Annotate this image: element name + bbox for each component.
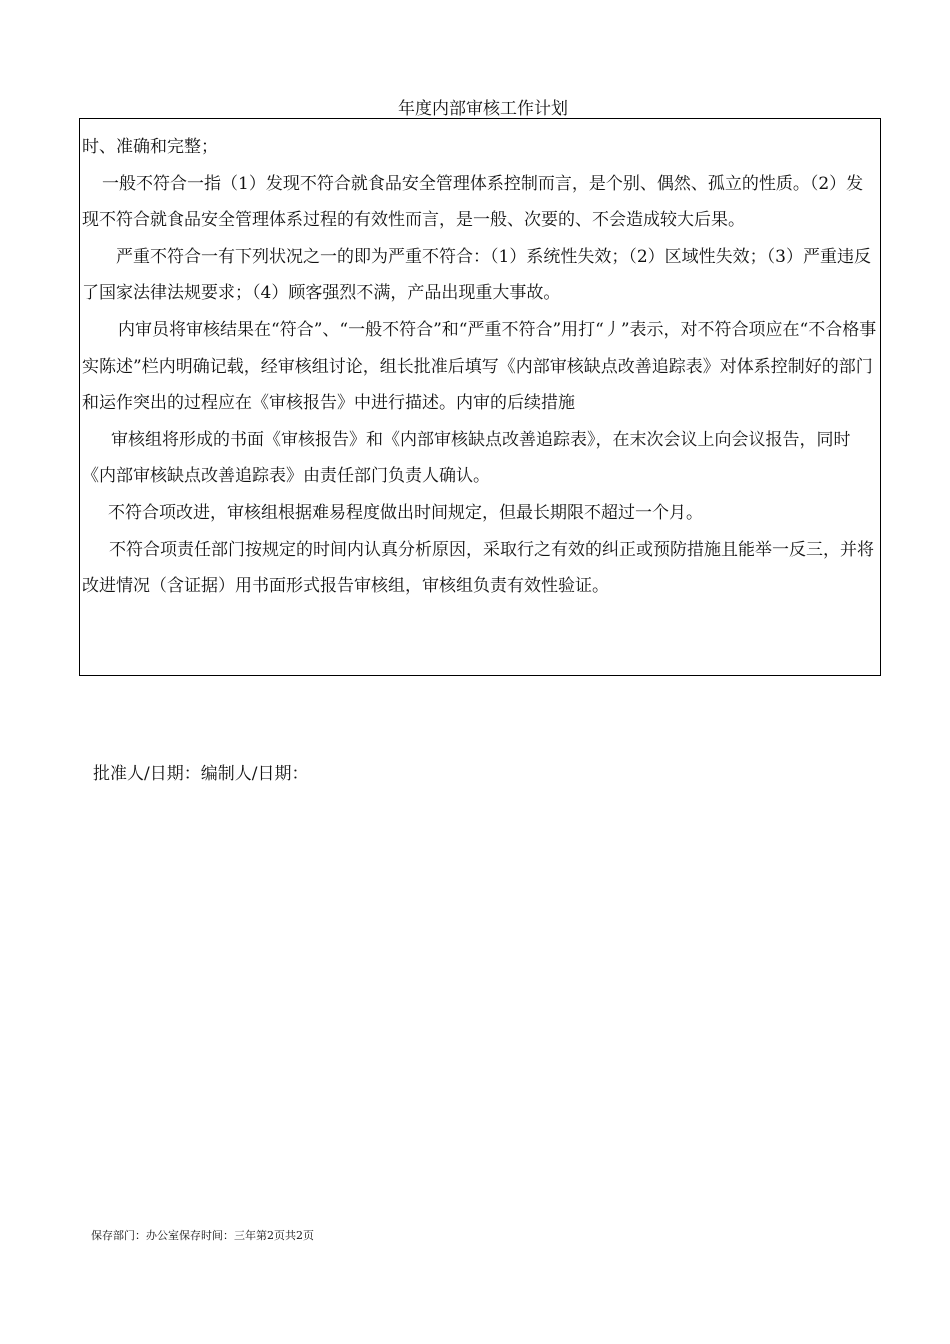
paragraph-continuation: 时、准确和完整；: [82, 137, 218, 157]
paragraph-improvement-deadline: 不符合项改进，审核组根据难易程度做出时间规定，但最长期限不超过一个月。: [108, 502, 703, 523]
paragraph-corrective-action: 不符合项责任部门按规定的时间内认真分析原因，采取行之有效的纠正或预防措施且能举一反三，并将改进情况（含证据）用书面形式报告审核组，审核组负责有效性验证。: [82, 539, 874, 597]
paragraph-minor-nonconformity: 一般不符合一指（1）发现不符合就食品安全管理体系控制而言，是个别、偶然、孤立的性质。（2）发现不符合就食品安全管理体系过程的有效性而言，是一般、次要的、不会造成较大后果。: [82, 173, 864, 231]
paragraph-audit-report: 审核组将形成的书面《审核报告》和《内部审核缺点改善追踪表》，在末次会议上向会议报告，同时《内部审核缺点改善追踪表》由责任部门负责人确认。: [82, 429, 851, 487]
signature-line: 批准人/日期：编制人/日期：: [93, 764, 309, 784]
content-table-cell: [79, 118, 881, 676]
paragraph-major-nonconformity: 严重不符合一有下列状况之一的即为严重不符合：（1）系统性失效；（2）区域性失效；（3）严重违反了国家法律法规要求；（4）顾客强烈不满，产品出现重大事故。: [82, 246, 871, 304]
paragraph-audit-results: 内审员将审核结果在“符合”、“一般不符合”和“严重不符合”用打“丿”表示，对不符合项应在“不合格事实陈述”栏内明确记载，经审核组讨论，组长批准后填写《内部审核缺点改善追踪表》对体系控制好的部门和运作突出的过程应在《审核报告》中进行描述。内审的后续措施: [82, 319, 877, 414]
page-footer: 保存部门：办公室保存时间：三年第2页共2页: [91, 1229, 314, 1242]
document-title: 年度内部审核工作计划: [398, 99, 568, 119]
